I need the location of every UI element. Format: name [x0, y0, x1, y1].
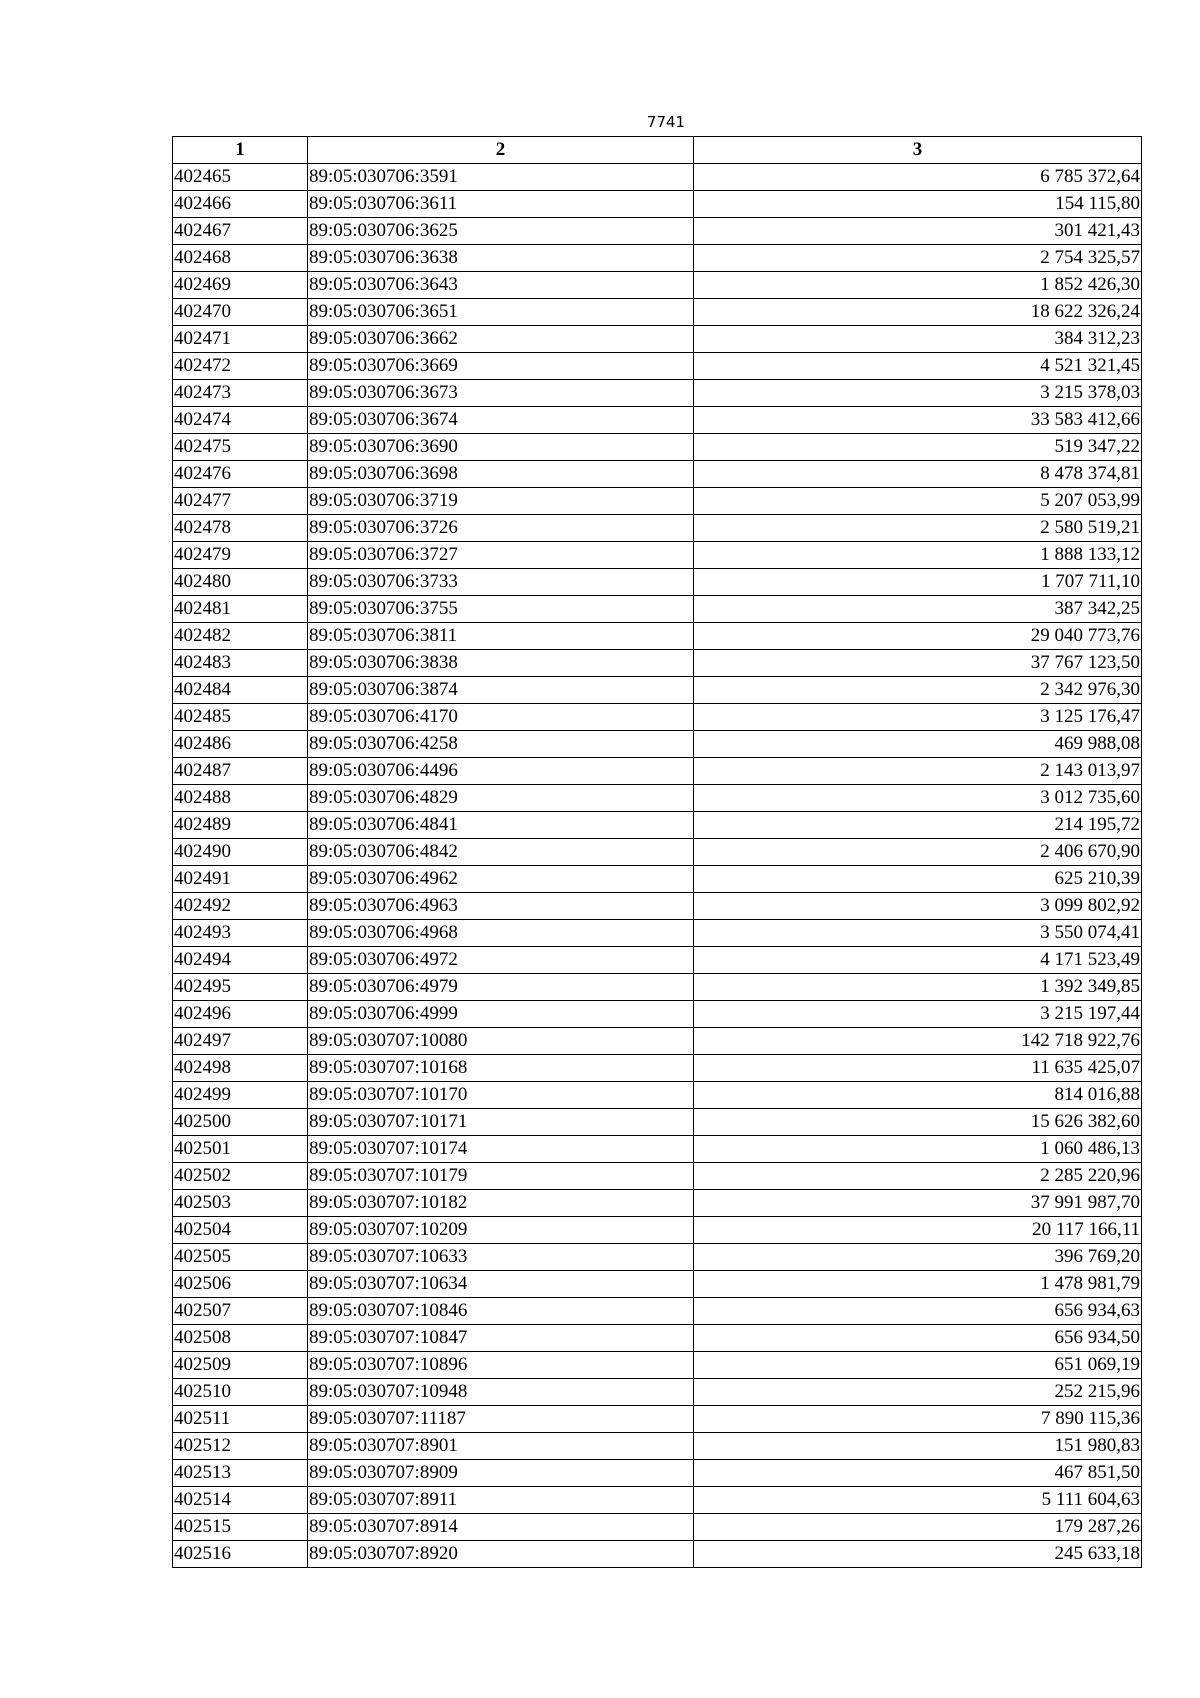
table-row [173, 218, 1142, 245]
value-cell: 814 016,88 [694, 1082, 1142, 1109]
value-cell: 1 060 486,13 [694, 1136, 1142, 1163]
cadastral-number-cell: 89:05:030706:3726 [308, 515, 694, 542]
table-row [173, 893, 1142, 920]
value-cell: 7 890 115,36 [694, 1406, 1142, 1433]
row-number-cell: 402503 [173, 1190, 308, 1217]
row-number-cell: 402511 [173, 1406, 308, 1433]
table-row [173, 434, 1142, 461]
row-number-cell: 402488 [173, 785, 308, 812]
cadastral-number-cell: 89:05:030706:3669 [308, 353, 694, 380]
table-row [173, 785, 1142, 812]
table-row [173, 1055, 1142, 1082]
cadastral-number-cell: 89:05:030706:3662 [308, 326, 694, 353]
row-number-cell: 402470 [173, 299, 308, 326]
table-row [173, 974, 1142, 1001]
table-row [173, 1541, 1142, 1568]
row-number-cell: 402510 [173, 1379, 308, 1406]
value-cell: 18 622 326,24 [694, 299, 1142, 326]
cadastral-number-cell: 89:05:030706:3591 [308, 164, 694, 191]
row-number-cell: 402490 [173, 839, 308, 866]
cadastral-number-cell: 89:05:030706:3651 [308, 299, 694, 326]
value-cell: 4 171 523,49 [694, 947, 1142, 974]
value-cell: 2 406 670,90 [694, 839, 1142, 866]
table-row [173, 353, 1142, 380]
table-row [173, 1379, 1142, 1406]
row-number-cell: 402466 [173, 191, 308, 218]
table-row [173, 812, 1142, 839]
row-number-cell: 402499 [173, 1082, 308, 1109]
value-cell: 8 478 374,81 [694, 461, 1142, 488]
row-number-cell: 402479 [173, 542, 308, 569]
row-number-cell: 402502 [173, 1163, 308, 1190]
table-row [173, 1190, 1142, 1217]
value-cell: 142 718 922,76 [694, 1028, 1142, 1055]
cadastral-number-cell: 89:05:030707:8901 [308, 1433, 694, 1460]
cadastral-number-cell: 89:05:030706:3674 [308, 407, 694, 434]
cadastral-number-cell: 89:05:030707:10896 [308, 1352, 694, 1379]
cadastral-number-cell: 89:05:030707:8914 [308, 1514, 694, 1541]
cadastral-number-cell: 89:05:030706:3719 [308, 488, 694, 515]
row-number-cell: 402465 [173, 164, 308, 191]
cadastral-number-cell: 89:05:030706:4963 [308, 893, 694, 920]
table-row [173, 191, 1142, 218]
value-cell: 20 117 166,11 [694, 1217, 1142, 1244]
cadastral-number-cell: 89:05:030706:4962 [308, 866, 694, 893]
page-number: 7741 [646, 113, 686, 131]
row-number-cell: 402475 [173, 434, 308, 461]
cadastral-number-cell: 89:05:030707:10170 [308, 1082, 694, 1109]
row-number-cell: 402494 [173, 947, 308, 974]
row-number-cell: 402507 [173, 1298, 308, 1325]
cadastral-number-cell: 89:05:030707:10209 [308, 1217, 694, 1244]
row-number-cell: 402481 [173, 596, 308, 623]
value-cell: 651 069,19 [694, 1352, 1142, 1379]
value-cell: 2 754 325,57 [694, 245, 1142, 272]
value-cell: 154 115,80 [694, 191, 1142, 218]
table-row [173, 1298, 1142, 1325]
cadastral-number-cell: 89:05:030707:10633 [308, 1244, 694, 1271]
row-number-cell: 402474 [173, 407, 308, 434]
cadastral-number-cell: 89:05:030706:4841 [308, 812, 694, 839]
value-cell: 1 707 711,10 [694, 569, 1142, 596]
cadastral-number-cell: 89:05:030707:10168 [308, 1055, 694, 1082]
table-row [173, 569, 1142, 596]
row-number-cell: 402504 [173, 1217, 308, 1244]
row-number-cell: 402477 [173, 488, 308, 515]
table-row [173, 866, 1142, 893]
table-row [173, 1001, 1142, 1028]
row-number-cell: 402506 [173, 1271, 308, 1298]
value-cell: 1 852 426,30 [694, 272, 1142, 299]
value-cell: 29 040 773,76 [694, 623, 1142, 650]
row-number-cell: 402472 [173, 353, 308, 380]
cadastral-number-cell: 89:05:030706:3611 [308, 191, 694, 218]
value-cell: 301 421,43 [694, 218, 1142, 245]
value-cell: 2 143 013,97 [694, 758, 1142, 785]
row-number-cell: 402495 [173, 974, 308, 1001]
table-row [173, 1325, 1142, 1352]
table-row [173, 1487, 1142, 1514]
value-cell: 2 580 519,21 [694, 515, 1142, 542]
cadastral-number-cell: 89:05:030706:4829 [308, 785, 694, 812]
value-cell: 5 111 604,63 [694, 1487, 1142, 1514]
value-cell: 245 633,18 [694, 1541, 1142, 1568]
row-number-cell: 402471 [173, 326, 308, 353]
table-header [173, 137, 1142, 164]
row-number-cell: 402516 [173, 1541, 308, 1568]
row-number-cell: 402486 [173, 731, 308, 758]
row-number-cell: 402513 [173, 1460, 308, 1487]
table-row [173, 1136, 1142, 1163]
column-header-1: 1 [173, 137, 308, 164]
value-cell: 37 767 123,50 [694, 650, 1142, 677]
cadastral-number-cell: 89:05:030706:3874 [308, 677, 694, 704]
value-cell: 3 215 197,44 [694, 1001, 1142, 1028]
cadastral-number-cell: 89:05:030707:11187 [308, 1406, 694, 1433]
row-number-cell: 402500 [173, 1109, 308, 1136]
table-row [173, 272, 1142, 299]
row-number-cell: 402496 [173, 1001, 308, 1028]
table-row [173, 1163, 1142, 1190]
value-cell: 37 991 987,70 [694, 1190, 1142, 1217]
value-cell: 15 626 382,60 [694, 1109, 1142, 1136]
cadastral-number-cell: 89:05:030707:10846 [308, 1298, 694, 1325]
cadastral-number-cell: 89:05:030706:3698 [308, 461, 694, 488]
value-cell: 214 195,72 [694, 812, 1142, 839]
column-header-2: 2 [308, 137, 694, 164]
table-row [173, 650, 1142, 677]
cadastral-number-cell: 89:05:030707:10634 [308, 1271, 694, 1298]
header-row [173, 137, 1142, 164]
cadastral-number-cell: 89:05:030706:3638 [308, 245, 694, 272]
table-row [173, 1109, 1142, 1136]
table-row [173, 731, 1142, 758]
cadastral-number-cell: 89:05:030707:10948 [308, 1379, 694, 1406]
value-cell: 2 285 220,96 [694, 1163, 1142, 1190]
row-number-cell: 402497 [173, 1028, 308, 1055]
row-number-cell: 402484 [173, 677, 308, 704]
value-cell: 3 125 176,47 [694, 704, 1142, 731]
column-header-3: 3 [694, 137, 1142, 164]
table-row [173, 299, 1142, 326]
cadastral-number-cell: 89:05:030706:4170 [308, 704, 694, 731]
table-row [173, 677, 1142, 704]
table-row [173, 947, 1142, 974]
value-cell: 6 785 372,64 [694, 164, 1142, 191]
row-number-cell: 402480 [173, 569, 308, 596]
table-row [173, 1244, 1142, 1271]
value-cell: 5 207 053,99 [694, 488, 1142, 515]
table-row [173, 1271, 1142, 1298]
table-row [173, 920, 1142, 947]
cadastral-number-cell: 89:05:030706:3673 [308, 380, 694, 407]
row-number-cell: 402492 [173, 893, 308, 920]
value-cell: 2 342 976,30 [694, 677, 1142, 704]
cadastral-number-cell: 89:05:030706:3755 [308, 596, 694, 623]
cadastral-number-cell: 89:05:030706:4842 [308, 839, 694, 866]
table-row [173, 1406, 1142, 1433]
table-row [173, 245, 1142, 272]
cadastral-number-cell: 89:05:030707:10847 [308, 1325, 694, 1352]
cadastral-number-cell: 89:05:030706:3838 [308, 650, 694, 677]
cadastral-number-cell: 89:05:030706:3625 [308, 218, 694, 245]
value-cell: 11 635 425,07 [694, 1055, 1142, 1082]
cadastral-number-cell: 89:05:030707:10179 [308, 1163, 694, 1190]
value-cell: 384 312,23 [694, 326, 1142, 353]
row-number-cell: 402515 [173, 1514, 308, 1541]
row-number-cell: 402468 [173, 245, 308, 272]
value-cell: 469 988,08 [694, 731, 1142, 758]
row-number-cell: 402505 [173, 1244, 308, 1271]
registry-table [172, 136, 1142, 1568]
value-cell: 1 392 349,85 [694, 974, 1142, 1001]
cadastral-number-cell: 89:05:030706:4972 [308, 947, 694, 974]
table-row [173, 488, 1142, 515]
row-number-cell: 402469 [173, 272, 308, 299]
value-cell: 387 342,25 [694, 596, 1142, 623]
row-number-cell: 402476 [173, 461, 308, 488]
table-row [173, 1028, 1142, 1055]
cadastral-number-cell: 89:05:030706:3643 [308, 272, 694, 299]
cadastral-number-cell: 89:05:030707:8920 [308, 1541, 694, 1568]
table-row [173, 704, 1142, 731]
value-cell: 467 851,50 [694, 1460, 1142, 1487]
table-row [173, 1514, 1142, 1541]
row-number-cell: 402512 [173, 1433, 308, 1460]
cadastral-number-cell: 89:05:030706:4258 [308, 731, 694, 758]
table-row [173, 1352, 1142, 1379]
cadastral-number-cell: 89:05:030707:8911 [308, 1487, 694, 1514]
table-row [173, 1433, 1142, 1460]
row-number-cell: 402482 [173, 623, 308, 650]
row-number-cell: 402487 [173, 758, 308, 785]
value-cell: 396 769,20 [694, 1244, 1142, 1271]
table-row [173, 461, 1142, 488]
value-cell: 252 215,96 [694, 1379, 1142, 1406]
table-row [173, 326, 1142, 353]
row-number-cell: 402473 [173, 380, 308, 407]
value-cell: 3 012 735,60 [694, 785, 1142, 812]
cadastral-number-cell: 89:05:030706:4496 [308, 758, 694, 785]
value-cell: 151 980,83 [694, 1433, 1142, 1460]
cadastral-number-cell: 89:05:030707:10174 [308, 1136, 694, 1163]
table-row [173, 1460, 1142, 1487]
value-cell: 519 347,22 [694, 434, 1142, 461]
value-cell: 3 215 378,03 [694, 380, 1142, 407]
row-number-cell: 402467 [173, 218, 308, 245]
value-cell: 1 478 981,79 [694, 1271, 1142, 1298]
table-row [173, 839, 1142, 866]
value-cell: 4 521 321,45 [694, 353, 1142, 380]
table-row [173, 1082, 1142, 1109]
cadastral-number-cell: 89:05:030706:3811 [308, 623, 694, 650]
cadastral-number-cell: 89:05:030707:10171 [308, 1109, 694, 1136]
value-cell: 179 287,26 [694, 1514, 1142, 1541]
value-cell: 656 934,63 [694, 1298, 1142, 1325]
table-row [173, 623, 1142, 650]
row-number-cell: 402498 [173, 1055, 308, 1082]
table-row [173, 758, 1142, 785]
row-number-cell: 402508 [173, 1325, 308, 1352]
table-row [173, 407, 1142, 434]
table-row [173, 515, 1142, 542]
value-cell: 33 583 412,66 [694, 407, 1142, 434]
cadastral-number-cell: 89:05:030706:4968 [308, 920, 694, 947]
cadastral-number-cell: 89:05:030707:8909 [308, 1460, 694, 1487]
value-cell: 625 210,39 [694, 866, 1142, 893]
value-cell: 3 099 802,92 [694, 893, 1142, 920]
row-number-cell: 402483 [173, 650, 308, 677]
value-cell: 1 888 133,12 [694, 542, 1142, 569]
row-number-cell: 402485 [173, 704, 308, 731]
row-number-cell: 402491 [173, 866, 308, 893]
value-cell: 3 550 074,41 [694, 920, 1142, 947]
row-number-cell: 402493 [173, 920, 308, 947]
table-row [173, 596, 1142, 623]
cadastral-number-cell: 89:05:030706:4979 [308, 974, 694, 1001]
cadastral-number-cell: 89:05:030706:3690 [308, 434, 694, 461]
row-number-cell: 402514 [173, 1487, 308, 1514]
table-body [173, 164, 1142, 1568]
table-row [173, 164, 1142, 191]
table-row [173, 542, 1142, 569]
cadastral-number-cell: 89:05:030706:3727 [308, 542, 694, 569]
table-row [173, 1217, 1142, 1244]
row-number-cell: 402501 [173, 1136, 308, 1163]
cadastral-number-cell: 89:05:030707:10182 [308, 1190, 694, 1217]
cadastral-number-cell: 89:05:030706:3733 [308, 569, 694, 596]
cadastral-number-cell: 89:05:030706:4999 [308, 1001, 694, 1028]
cadastral-number-cell: 89:05:030707:10080 [308, 1028, 694, 1055]
table-row [173, 380, 1142, 407]
value-cell: 656 934,50 [694, 1325, 1142, 1352]
row-number-cell: 402509 [173, 1352, 308, 1379]
row-number-cell: 402478 [173, 515, 308, 542]
row-number-cell: 402489 [173, 812, 308, 839]
